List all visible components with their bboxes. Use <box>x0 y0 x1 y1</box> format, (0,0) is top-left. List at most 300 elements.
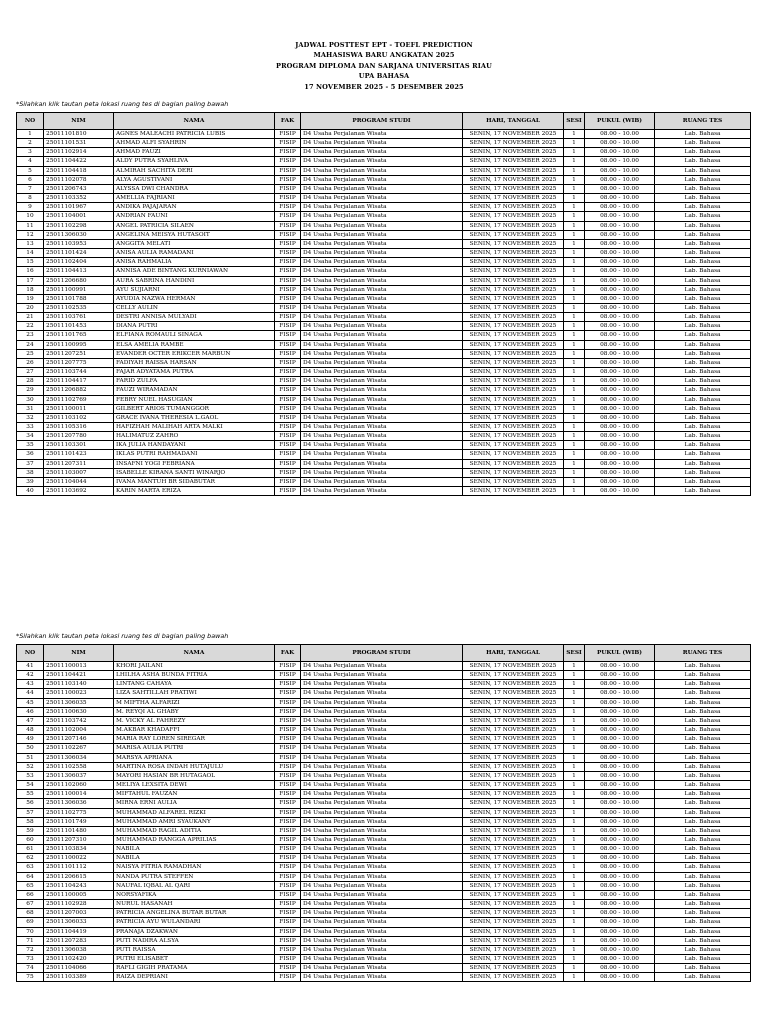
cell-nama: ANNISA ADE BINTANG KURNIAWAN <box>114 267 275 276</box>
schedule-table-1 <box>16 112 751 496</box>
cell-no: 43 <box>17 680 44 689</box>
cell-pukul: 08.00 - 10.00 <box>585 927 655 936</box>
cell-prodi: D4 Usaha Perjalanan Wisata <box>301 249 463 258</box>
cell-fak: FISIP <box>275 157 301 166</box>
cell-nama: NORSYAFIKA <box>114 890 275 899</box>
cell-fak: FISIP <box>275 671 301 680</box>
cell-sesi: 1 <box>564 285 585 294</box>
cell-sesi: 1 <box>564 184 585 193</box>
cell-pukul: 08.00 - 10.00 <box>585 835 655 844</box>
cell-sesi: 1 <box>564 468 585 477</box>
col-header-nim: NIM <box>44 645 114 662</box>
cell-no: 59 <box>17 826 44 835</box>
cell-ruang: Lab. Bahasa <box>655 662 751 671</box>
cell-hari: SENIN, 17 NOVEMBER 2025 <box>463 303 564 312</box>
cell-hari: SENIN, 17 NOVEMBER 2025 <box>463 285 564 294</box>
cell-sesi: 1 <box>564 845 585 854</box>
map-link-note[interactable]: *Silahkan klik tautan peta lokasi ruang tes di bagian paling bawah <box>16 100 229 108</box>
cell-ruang: Lab. Bahasa <box>655 203 751 212</box>
cell-nama: PUTI NADIRA ALSYA <box>114 936 275 945</box>
cell-ruang: Lab. Bahasa <box>655 423 751 432</box>
cell-nim: 25011100014 <box>44 790 114 799</box>
cell-hari: SENIN, 17 NOVEMBER 2025 <box>463 826 564 835</box>
cell-prodi: D4 Usaha Perjalanan Wisata <box>301 662 463 671</box>
table-row <box>17 249 751 258</box>
cell-nim: 25011100022 <box>44 854 114 863</box>
cell-nama: MARTINA ROSA INDAH HUTAJULU <box>114 762 275 771</box>
cell-nama: MELIYA LEXSITA DEWI <box>114 781 275 790</box>
table-row <box>17 845 751 854</box>
cell-sesi: 1 <box>564 258 585 267</box>
cell-prodi: D4 Usaha Perjalanan Wisata <box>301 441 463 450</box>
table-row <box>17 221 751 230</box>
cell-fak: FISIP <box>275 698 301 707</box>
cell-fak: FISIP <box>275 790 301 799</box>
cell-ruang: Lab. Bahasa <box>655 790 751 799</box>
table-row <box>17 735 751 744</box>
cell-ruang: Lab. Bahasa <box>655 890 751 899</box>
cell-hari: SENIN, 17 NOVEMBER 2025 <box>463 276 564 285</box>
cell-hari: SENIN, 17 NOVEMBER 2025 <box>463 845 564 854</box>
cell-sesi: 1 <box>564 441 585 450</box>
cell-hari: SENIN, 17 NOVEMBER 2025 <box>463 744 564 753</box>
cell-sesi: 1 <box>564 313 585 322</box>
table-header-row <box>17 113 751 130</box>
cell-ruang: Lab. Bahasa <box>655 955 751 964</box>
cell-fak: FISIP <box>275 945 301 954</box>
cell-hari: SENIN, 17 NOVEMBER 2025 <box>463 927 564 936</box>
cell-hari: SENIN, 17 NOVEMBER 2025 <box>463 450 564 459</box>
cell-sesi: 1 <box>564 377 585 386</box>
col-header-nama: NAMA <box>114 113 275 130</box>
cell-hari: SENIN, 17 NOVEMBER 2025 <box>463 349 564 358</box>
cell-sesi: 1 <box>564 826 585 835</box>
cell-prodi: D4 Usaha Perjalanan Wisata <box>301 267 463 276</box>
cell-nama: ANDIKA PAJAJARAN <box>114 203 275 212</box>
cell-sesi: 1 <box>564 735 585 744</box>
table-row <box>17 900 751 909</box>
cell-hari: SENIN, 17 NOVEMBER 2025 <box>463 735 564 744</box>
cell-prodi: D4 Usaha Perjalanan Wisata <box>301 377 463 386</box>
cell-nama: NANDA PUTRA STEFFEN <box>114 872 275 881</box>
cell-ruang: Lab. Bahasa <box>655 753 751 762</box>
cell-fak: FISIP <box>275 753 301 762</box>
cell-ruang: Lab. Bahasa <box>655 130 751 139</box>
cell-nim: 25011104044 <box>44 477 114 486</box>
cell-prodi: D4 Usaha Perjalanan Wisata <box>301 753 463 762</box>
cell-ruang: Lab. Bahasa <box>655 184 751 193</box>
col-header-nama: NAMA <box>114 645 275 662</box>
cell-no: 35 <box>17 441 44 450</box>
cell-nim: 25011101765 <box>44 331 114 340</box>
cell-pukul: 08.00 - 10.00 <box>585 432 655 441</box>
cell-nama: ELFIANA ROMAULI SINAGA <box>114 331 275 340</box>
cell-pukul: 08.00 - 10.00 <box>585 239 655 248</box>
cell-prodi: D4 Usaha Perjalanan Wisata <box>301 689 463 698</box>
cell-prodi: D4 Usaha Perjalanan Wisata <box>301 368 463 377</box>
table-row <box>17 258 751 267</box>
cell-sesi: 1 <box>564 671 585 680</box>
cell-pukul: 08.00 - 10.00 <box>585 413 655 422</box>
cell-hari: SENIN, 17 NOVEMBER 2025 <box>463 468 564 477</box>
table-row <box>17 358 751 367</box>
cell-pukul: 08.00 - 10.00 <box>585 386 655 395</box>
cell-prodi: D4 Usaha Perjalanan Wisata <box>301 771 463 780</box>
cell-nim: 25011105316 <box>44 423 114 432</box>
cell-nim: 25011306030 <box>44 230 114 239</box>
table-row <box>17 753 751 762</box>
cell-ruang: Lab. Bahasa <box>655 771 751 780</box>
cell-nim: 25011103692 <box>44 487 114 496</box>
cell-no: 40 <box>17 487 44 496</box>
cell-prodi: D4 Usaha Perjalanan Wisata <box>301 477 463 486</box>
table-row <box>17 285 751 294</box>
cell-nim: 25011101480 <box>44 826 114 835</box>
cell-prodi: D4 Usaha Perjalanan Wisata <box>301 918 463 927</box>
cell-nim: 25011101967 <box>44 203 114 212</box>
cell-fak: FISIP <box>275 285 301 294</box>
cell-ruang: Lab. Bahasa <box>655 671 751 680</box>
cell-sesi: 1 <box>564 771 585 780</box>
cell-fak: FISIP <box>275 872 301 881</box>
cell-nama: AURA SABRINA HANDINI <box>114 276 275 285</box>
cell-nama: AGNES MALEACHI PATRICIA LUBIS <box>114 130 275 139</box>
cell-nim: 25011101749 <box>44 817 114 826</box>
cell-fak: FISIP <box>275 817 301 826</box>
cell-pukul: 08.00 - 10.00 <box>585 303 655 312</box>
table-row <box>17 927 751 936</box>
cell-fak: FISIP <box>275 203 301 212</box>
cell-hari: SENIN, 17 NOVEMBER 2025 <box>463 716 564 725</box>
cell-fak: FISIP <box>275 726 301 735</box>
cell-prodi: D4 Usaha Perjalanan Wisata <box>301 680 463 689</box>
cell-ruang: Lab. Bahasa <box>655 249 751 258</box>
cell-fak: FISIP <box>275 459 301 468</box>
cell-sesi: 1 <box>564 294 585 303</box>
cell-prodi: D4 Usaha Perjalanan Wisata <box>301 203 463 212</box>
cell-ruang: Lab. Bahasa <box>655 322 751 331</box>
cell-sesi: 1 <box>564 689 585 698</box>
col-header-pukul: PUKUL (WIB) <box>585 645 655 662</box>
cell-nim: 25011103834 <box>44 845 114 854</box>
table-row <box>17 909 751 918</box>
table-row <box>17 175 751 184</box>
cell-ruang: Lab. Bahasa <box>655 395 751 404</box>
cell-sesi: 1 <box>564 955 585 964</box>
cell-sesi: 1 <box>564 349 585 358</box>
cell-ruang: Lab. Bahasa <box>655 212 751 221</box>
cell-pukul: 08.00 - 10.00 <box>585 854 655 863</box>
cell-prodi: D4 Usaha Perjalanan Wisata <box>301 303 463 312</box>
cell-pukul: 08.00 - 10.00 <box>585 753 655 762</box>
col-header-ruang: RUANG TES <box>655 645 751 662</box>
cell-prodi: D4 Usaha Perjalanan Wisata <box>301 872 463 881</box>
cell-fak: FISIP <box>275 194 301 203</box>
cell-no: 26 <box>17 358 44 367</box>
cell-sesi: 1 <box>564 936 585 945</box>
cell-sesi: 1 <box>564 340 585 349</box>
cell-ruang: Lab. Bahasa <box>655 175 751 184</box>
table-row <box>17 184 751 193</box>
cell-no: 10 <box>17 212 44 221</box>
table-row <box>17 230 751 239</box>
table-row <box>17 835 751 844</box>
cell-hari: SENIN, 17 NOVEMBER 2025 <box>463 368 564 377</box>
cell-ruang: Lab. Bahasa <box>655 468 751 477</box>
cell-hari: SENIN, 17 NOVEMBER 2025 <box>463 955 564 964</box>
cell-nama: AHMAD ALFI SYAHRIN <box>114 139 275 148</box>
cell-prodi: D4 Usaha Perjalanan Wisata <box>301 194 463 203</box>
cell-no: 55 <box>17 790 44 799</box>
col-header-fak: FAK <box>275 645 301 662</box>
cell-fak: FISIP <box>275 707 301 716</box>
cell-prodi: D4 Usaha Perjalanan Wisata <box>301 459 463 468</box>
cell-pukul: 08.00 - 10.00 <box>585 817 655 826</box>
table-row <box>17 450 751 459</box>
cell-pukul: 08.00 - 10.00 <box>585 680 655 689</box>
cell-sesi: 1 <box>564 239 585 248</box>
cell-prodi: D4 Usaha Perjalanan Wisata <box>301 230 463 239</box>
table-row <box>17 157 751 166</box>
cell-fak: FISIP <box>275 423 301 432</box>
cell-fak: FISIP <box>275 230 301 239</box>
cell-no: 64 <box>17 872 44 881</box>
cell-no: 37 <box>17 459 44 468</box>
cell-pukul: 08.00 - 10.00 <box>585 203 655 212</box>
cell-pukul: 08.00 - 10.00 <box>585 735 655 744</box>
cell-nama: INSAFNI YOGI FEBRIANA <box>114 459 275 468</box>
cell-no: 51 <box>17 753 44 762</box>
cell-ruang: Lab. Bahasa <box>655 258 751 267</box>
cell-nim: 25011306038 <box>44 945 114 954</box>
cell-hari: SENIN, 17 NOVEMBER 2025 <box>463 945 564 954</box>
table-row <box>17 890 751 899</box>
table-row <box>17 781 751 790</box>
table-row <box>17 808 751 817</box>
cell-pukul: 08.00 - 10.00 <box>585 487 655 496</box>
cell-pukul: 08.00 - 10.00 <box>585 340 655 349</box>
cell-fak: FISIP <box>275 377 301 386</box>
cell-no: 7 <box>17 184 44 193</box>
cell-pukul: 08.00 - 10.00 <box>585 936 655 945</box>
cell-sesi: 1 <box>564 139 585 148</box>
map-link-note[interactable]: *Silahkan klik tautan peta lokasi ruang tes di bagian paling bawah <box>16 632 229 640</box>
cell-pukul: 08.00 - 10.00 <box>585 826 655 835</box>
cell-fak: FISIP <box>275 368 301 377</box>
document-header <box>0 40 768 92</box>
cell-sesi: 1 <box>564 157 585 166</box>
table-row <box>17 955 751 964</box>
cell-prodi: D4 Usaha Perjalanan Wisata <box>301 221 463 230</box>
cell-ruang: Lab. Bahasa <box>655 973 751 982</box>
cell-fak: FISIP <box>275 267 301 276</box>
cell-ruang: Lab. Bahasa <box>655 817 751 826</box>
table-row <box>17 423 751 432</box>
cell-prodi: D4 Usaha Perjalanan Wisata <box>301 423 463 432</box>
cell-no: 61 <box>17 845 44 854</box>
cell-pukul: 08.00 - 10.00 <box>585 762 655 771</box>
table-row <box>17 148 751 157</box>
cell-ruang: Lab. Bahasa <box>655 744 751 753</box>
cell-no: 11 <box>17 221 44 230</box>
cell-nim: 25011100005 <box>44 890 114 899</box>
cell-sesi: 1 <box>564 368 585 377</box>
cell-prodi: D4 Usaha Perjalanan Wisata <box>301 707 463 716</box>
cell-hari: SENIN, 17 NOVEMBER 2025 <box>463 404 564 413</box>
cell-hari: SENIN, 17 NOVEMBER 2025 <box>463 322 564 331</box>
cell-prodi: D4 Usaha Perjalanan Wisata <box>301 258 463 267</box>
table-row <box>17 441 751 450</box>
cell-prodi: D4 Usaha Perjalanan Wisata <box>301 340 463 349</box>
cell-nama: KARIN MARTA ERIZA <box>114 487 275 496</box>
table-row <box>17 973 751 982</box>
cell-prodi: D4 Usaha Perjalanan Wisata <box>301 212 463 221</box>
cell-pukul: 08.00 - 10.00 <box>585 294 655 303</box>
cell-prodi: D4 Usaha Perjalanan Wisata <box>301 698 463 707</box>
cell-nama: MUHAMMAD RANGGA APRILIAS <box>114 835 275 844</box>
cell-nama: EVANDER OCTER ERIKCER MARBUN <box>114 349 275 358</box>
cell-nim: 25011104419 <box>44 927 114 936</box>
cell-fak: FISIP <box>275 680 301 689</box>
cell-sesi: 1 <box>564 322 585 331</box>
cell-prodi: D4 Usaha Perjalanan Wisata <box>301 386 463 395</box>
cell-sesi: 1 <box>564 808 585 817</box>
table-row <box>17 881 751 890</box>
cell-no: 13 <box>17 239 44 248</box>
cell-nim: 25011102914 <box>44 148 114 157</box>
cell-nama: ANGGITA MELATI <box>114 239 275 248</box>
cell-ruang: Lab. Bahasa <box>655 349 751 358</box>
cell-no: 62 <box>17 854 44 863</box>
cell-pukul: 08.00 - 10.00 <box>585 184 655 193</box>
cell-no: 21 <box>17 313 44 322</box>
cell-fak: FISIP <box>275 148 301 157</box>
cell-sesi: 1 <box>564 230 585 239</box>
cell-pukul: 08.00 - 10.00 <box>585 230 655 239</box>
cell-sesi: 1 <box>564 973 585 982</box>
cell-hari: SENIN, 17 NOVEMBER 2025 <box>463 973 564 982</box>
cell-pukul: 08.00 - 10.00 <box>585 368 655 377</box>
cell-fak: FISIP <box>275 881 301 890</box>
cell-sesi: 1 <box>564 881 585 890</box>
cell-prodi: D4 Usaha Perjalanan Wisata <box>301 404 463 413</box>
cell-nim: 25011100991 <box>44 285 114 294</box>
cell-fak: FISIP <box>275 835 301 844</box>
cell-fak: FISIP <box>275 662 301 671</box>
table-row <box>17 799 751 808</box>
cell-nim: 25011206680 <box>44 276 114 285</box>
cell-fak: FISIP <box>275 863 301 872</box>
cell-nama: IVANA MANTUH BR SIDABUTAR <box>114 477 275 486</box>
cell-prodi: D4 Usaha Perjalanan Wisata <box>301 845 463 854</box>
cell-ruang: Lab. Bahasa <box>655 487 751 496</box>
cell-prodi: D4 Usaha Perjalanan Wisata <box>301 450 463 459</box>
cell-nim: 25011101531 <box>44 139 114 148</box>
table-row <box>17 432 751 441</box>
cell-fak: FISIP <box>275 808 301 817</box>
cell-nim: 25011103744 <box>44 368 114 377</box>
cell-pukul: 08.00 - 10.00 <box>585 404 655 413</box>
cell-pukul: 08.00 - 10.00 <box>585 790 655 799</box>
cell-ruang: Lab. Bahasa <box>655 239 751 248</box>
cell-pukul: 08.00 - 10.00 <box>585 808 655 817</box>
cell-hari: SENIN, 17 NOVEMBER 2025 <box>463 313 564 322</box>
cell-prodi: D4 Usaha Perjalanan Wisata <box>301 184 463 193</box>
cell-no: 50 <box>17 744 44 753</box>
cell-sesi: 1 <box>564 395 585 404</box>
cell-sesi: 1 <box>564 790 585 799</box>
cell-hari: SENIN, 17 NOVEMBER 2025 <box>463 854 564 863</box>
cell-nim: 25011104421 <box>44 671 114 680</box>
cell-pukul: 08.00 - 10.00 <box>585 744 655 753</box>
cell-ruang: Lab. Bahasa <box>655 808 751 817</box>
cell-no: 58 <box>17 817 44 826</box>
cell-no: 67 <box>17 900 44 909</box>
cell-pukul: 08.00 - 10.00 <box>585 267 655 276</box>
cell-nama: ALYSSA DWI CHANDRA <box>114 184 275 193</box>
table-header-row <box>17 645 751 662</box>
cell-pukul: 08.00 - 10.00 <box>585 157 655 166</box>
table-row <box>17 863 751 872</box>
cell-ruang: Lab. Bahasa <box>655 303 751 312</box>
cell-nama: MUHAMMAD AMRI SYAUKANY <box>114 817 275 826</box>
table-row <box>17 468 751 477</box>
cell-hari: SENIN, 17 NOVEMBER 2025 <box>463 707 564 716</box>
cell-nama: ANISA AULIA RAMADANI <box>114 249 275 258</box>
cell-prodi: D4 Usaha Perjalanan Wisata <box>301 863 463 872</box>
table-row <box>17 477 751 486</box>
cell-sesi: 1 <box>564 964 585 973</box>
cell-hari: SENIN, 17 NOVEMBER 2025 <box>463 221 564 230</box>
cell-nim: 25011103301 <box>44 441 114 450</box>
table-row <box>17 726 751 735</box>
cell-fak: FISIP <box>275 212 301 221</box>
table-body <box>17 130 751 496</box>
cell-no: 6 <box>17 175 44 184</box>
cell-ruang: Lab. Bahasa <box>655 826 751 835</box>
header-program: PROGRAM DIPLOMA DAN SARJANA UNIVERSITAS RIAU <box>276 61 492 70</box>
cell-sesi: 1 <box>564 716 585 725</box>
cell-ruang: Lab. Bahasa <box>655 909 751 918</box>
cell-pukul: 08.00 - 10.00 <box>585 212 655 221</box>
cell-pukul: 08.00 - 10.00 <box>585 130 655 139</box>
cell-nama: PUTI RAISSA <box>114 945 275 954</box>
cell-pukul: 08.00 - 10.00 <box>585 331 655 340</box>
table-row <box>17 303 751 312</box>
col-header-nim: NIM <box>44 113 114 130</box>
cell-hari: SENIN, 17 NOVEMBER 2025 <box>463 753 564 762</box>
cell-ruang: Lab. Bahasa <box>655 845 751 854</box>
cell-hari: SENIN, 17 NOVEMBER 2025 <box>463 781 564 790</box>
table-row <box>17 386 751 395</box>
cell-sesi: 1 <box>564 166 585 175</box>
cell-nama: PATRICIA ANGELINA BUTAR BUTAR <box>114 909 275 918</box>
table-row <box>17 368 751 377</box>
cell-nim: 25011206615 <box>44 872 114 881</box>
cell-nim: 25011103007 <box>44 468 114 477</box>
cell-no: 57 <box>17 808 44 817</box>
cell-nama: LHILHA ASHA BUNDA FITRIA <box>114 671 275 680</box>
cell-fak: FISIP <box>275 349 301 358</box>
cell-ruang: Lab. Bahasa <box>655 166 751 175</box>
cell-no: 45 <box>17 698 44 707</box>
cell-hari: SENIN, 17 NOVEMBER 2025 <box>463 130 564 139</box>
cell-sesi: 1 <box>564 404 585 413</box>
cell-nama: NABILA <box>114 845 275 854</box>
cell-pukul: 08.00 - 10.00 <box>585 221 655 230</box>
cell-hari: SENIN, 17 NOVEMBER 2025 <box>463 477 564 486</box>
cell-hari: SENIN, 17 NOVEMBER 2025 <box>463 799 564 808</box>
